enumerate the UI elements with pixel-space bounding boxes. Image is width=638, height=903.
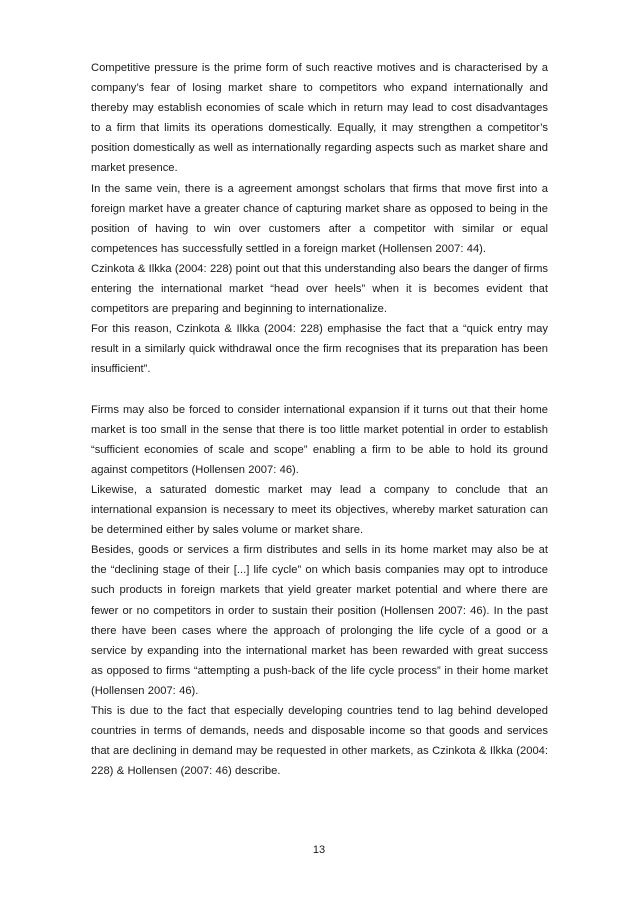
paragraph-saturated-market: Likewise, a saturated domestic market may lead a company to conclude that an international expansion is necessary to meet its objectives, whereby market saturation can be determined either by sales volume or market share. [91,483,548,537]
paragraph-competitive-pressure: Competitive pressure is the prime form of such reactive motives and is characterised by a company’s fear of losing market share to competitors who expand internationally and thereby may establish economies of scale which in return may lead to cost disadvantages to a firm that limits its operations domestically. Equally, it may strengthen a competitor’s position domestically as well as internationally regarding aspects such as market share and market presence. [91,62,548,175]
paragraph-developing-countries: This is due to the fact that especially developing countries tend to lag behind developed countries in terms of demands, needs and disposable income so that goods and services that are declining in demand may be requested in other markets, as Czinkota & Ilkka (2004: 228) & Hollensen (2007: 46) describe. [91,705,548,778]
paragraph-small-home-market: Firms may also be forced to consider international expansion if it turns out that their home market is too small in the sense that there is too little market potential in order to establish “sufficient economies of scale and scope” enabling a firm to be able to hold its ground against competitors (Hollensen 2007: 46). [91,403,548,476]
body-text [91,58,548,781]
paragraph-czinkota-danger: Czinkota & Ilkka (2004: 228) point out that this understanding also bears the danger of firms entering the international market “head over heels” when it is becomes evident that competitors are preparing and beginning to internationalize. [91,262,548,316]
paragraph-quick-entry: For this reason, Czinkota & Ilkka (2004: 228) emphasise the fact that a “quick entry may result in a similarly quick withdrawal once the firm recognises that its preparation has been insufficient”. [91,323,548,376]
paragraph-life-cycle: Besides, goods or services a firm distributes and sells in its home market may also be at the “declining stage of their [...] life cycle” on which basis companies may opt to introduce such products in foreign markets that yield greater market potential and where there are fewer or no competitors in order to sustain their position (Hollensen 2007: 46). In the past there have been cases where the approach of prolonging the life cycle of a good or a service by expanding into the international market has been rewarded with great success as opposed to firms “attempting a push-back of the life cycle process” in their home market (Hollensen 2007: 46). [91,544,548,697]
paragraph-first-movers: In the same vein, there is a agreement amongst scholars that firms that move first into a foreign market have a greater chance of capturing market share as opposed to being in the position of having to win over customers after a competitor with similar or equal competences has successfully settled in a foreign market (Hollensen 2007: 44). [91,182,548,255]
page-number: 13 [312,844,326,856]
